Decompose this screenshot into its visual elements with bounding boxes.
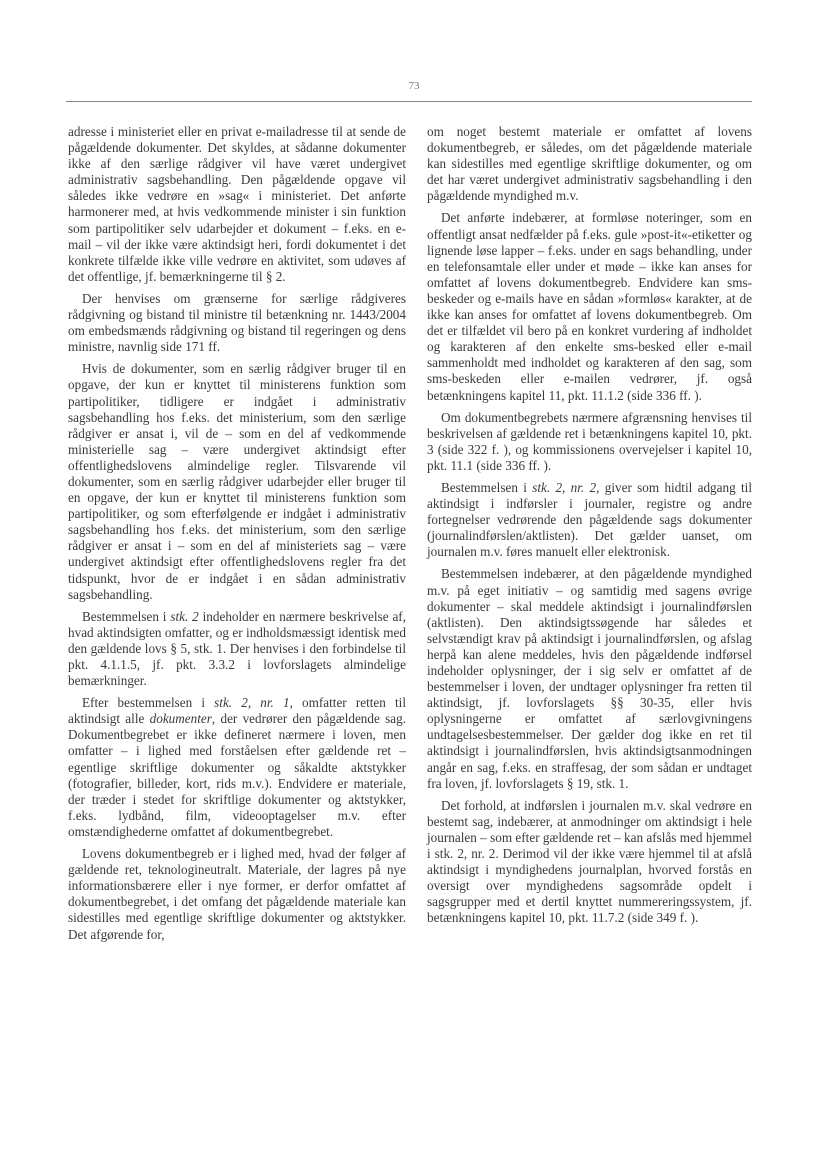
paragraph: Hvis de dokumenter, som en særlig rådgiver bruger til en opgave, der kun er knyttet til ministerens funktion som partipolitiker, tidligere er indgået i administrativ sagsbehandling hos f.eks. det ministerium, som den særlige rådgiver er ansat i, vil de – som en del af vedkommende ministerielle sag – være undergivet aktindsigt efter offentlighedslovens almindelige regler. Tilsvarende vil dokumenter, som en særlig rådgiver udarbejder eller bruger til en opgave, der kun er knyttet til ministerens funktion som partipolitiker, og som efterfølgende er indgået i administrativ sagsbehandling hos f.eks. det ministerium, som den særlige rådgiver er ansat i – som en del af ministeriets sag – være undergivet aktindsigt efter offentlighedslovens regler fra det tidspunkt, hvor de er indgået i en sådan administrativ sagsbehandling. xyxy=(68,361,406,602)
paragraph-text: Bestemmelsen i xyxy=(441,479,533,495)
paragraph-text: , der vedrører den pågældende sag. Dokumentbegrebet er ikke defineret nærmere i loven, men omfatter – i lighed med forståelsen efter gældende ret – egentlige skriftlige dokumenter og såkaldte aktstykker (fotografier, billeder, kort, rids m.v.). Endvidere er materiale, der træder i stedet for skriftlige dokumenter og aktstykker, f.eks. lydbånd, film, videooptagelser m.v. efter omstændighederne omfattet af dokumentbegrebet. xyxy=(68,711,406,839)
paragraph-text: Efter bestemmelsen i xyxy=(82,695,215,711)
paragraph: Lovens dokumentbegreb er i lighed med, hvad der følger af gældende ret, teknologineutralt. Materiale, der lagres på nye informationsbærere eller i nye former, er derfor omfattet af dokumentbegrebet, i det omfang det pågældende materiale kan sidestilles med egentlige skriftlige dokumenter og aktstykker. Det afgørende for, xyxy=(68,846,406,942)
paragraph: Bestemmelsen indebærer, at den pågældende myndighed m.v. på eget initiativ – og samtidig med sagens øvrige dokumenter – skal meddele aktindsigt i journalindførslen (aktlisten). Den aktindsigtssøgende har således et selvstændigt krav på aktindsigt i journalindførslen, og afslag herpå kan alene meddeles, hvis den pågældende indførsel indeholder oplysninger, der i sig selv er omfattet af de bestemmelser i loven, der undtager oplysninger fra retten til aktindsigt, jf. lovforslagets §§ 30-35, eller hvis oplysningerne er omfattet af særlovgivningens undtagelsesbestemmelser. Der gælder dog ikke en ret til aktindsigt i journalindførslen, hvis aktindsigtsanmodningen angår en sag, f.eks. en straffesag, der som sådan er undtaget fra loven, jf. lovforslagets § 19, stk. 1. xyxy=(427,566,752,791)
header-rule xyxy=(66,101,752,102)
statute-reference: stk. 2, nr. 2 xyxy=(532,479,597,495)
paragraph-text: , omfatter retten til aktindsigt alle xyxy=(68,695,406,727)
paragraph xyxy=(68,609,406,689)
statute-reference: stk. 2, nr. 1 xyxy=(214,695,290,711)
paragraph-text: indeholder en nærmere beskrivelse af, hvad aktindsigten omfatter, og er indholdsmæssigt identisk med den gældende lovs § 5, stk. 1. Der henvises i den forbindelse til pkt. 4.1.1.5, jf. pkt. 3.3.2 i lovforslagets almindelige bemærkninger. xyxy=(68,608,406,689)
emphasized-term: dokumenter xyxy=(149,711,212,727)
paragraph xyxy=(427,480,752,560)
paragraph: Der henvises om grænserne for særlige rådgiveres rådgivning og bistand til ministre til betænkning nr. 1443/2004 om embedsmænds rådgivning og bistand til regeringen og dens ministre, navnlig side 171 ff. xyxy=(68,290,406,355)
paragraph-text: Bestemmelsen i xyxy=(82,608,171,624)
paragraph: Det forhold, at indførslen i journalen m.v. skal vedrøre en bestemt sag, indebærer, at anmodninger om aktindsigt i hele journalen – som efter gældende ret – kan afslås med hjemmel i stk. 2, nr. 2. Derimod vil der ikke være hjemmel til at afslå aktindsigt i myndighedens journalplan, hvorved forstås en oversigt over myndighedens sagsområde opdelt i sagsgrupper med et dertil knyttet nummereringssystem, jf. betænkningens kapitel 10, pkt. 11.7.2 (side 349 f. ). xyxy=(427,797,752,926)
right-column xyxy=(427,124,752,927)
page-number: 73 xyxy=(408,80,420,92)
paragraph-text: , giver som hidtil adgang til aktindsigt i indførsler i journaler, registre og andre fortegnelser vedrørende den pågældende sags dokumenter (journalindførslen/aktlisten). Det gælder uanset, om journalen m.v. føres manuelt eller elektronisk. xyxy=(427,479,752,560)
paragraph: Om dokumentbegrebets nærmere afgrænsning henvises til beskrivelsen af gældende ret i betænkningens kapitel 10, pkt. 3 (side 322 f. ), og kommissionens overvejelser i kapitel 10, pkt. 11.1 (side 336 ff. ). xyxy=(427,409,752,473)
statute-reference: stk. 2 xyxy=(170,608,199,624)
paragraph xyxy=(68,695,406,840)
paragraph: adresse i ministeriet eller en privat e-mailadresse til at sende de pågældende dokumenter. Det skyldes, at sådanne dokumenter ikke af den særlige rådgiver vil have været undergivet administrativ sagsbehandling. Den pågældende opgave vil således ikke vedrøre en »sag« i ministeriet. Det anførte harmonerer med, at hvis vedkommende minister i sin funktion som partipolitiker selv udarbejder et dokument – f.eks. en e-mail – vil der ikke være aktindsigt heri, fordi dokumentet i det konkrete tilfælde ikke ville vedrøre en aktivitet, som udøves af det offentlige, jf. bemærkningerne til § 2. xyxy=(68,124,406,284)
paragraph: om noget bestemt materiale er omfattet af lovens dokumentbegreb, er således, om det pågældende materiale kan sidestilles med egentlige skriftlige dokumenter, og om det har været undergivet administrativ sagsbehandling i den pågældende myndighed m.v. xyxy=(427,124,752,204)
paragraph: Det anførte indebærer, at formløse noteringer, som en offentligt ansat nedfælder på f.eks. gule »post-it«-etiketter og lignende løse lapper – f.eks. under en sags behandling, under en telefonsamtale eller under et møde – ikke kan anses for omfattet af lovens dokumentbegreb. Endvidere kan sms-beskeder og e-mails have en sådan »formløs« karakter, at de ikke kan anses for omfattet af lovens dokumentbegreb. Om det er tilfældet vil bero på en konkret vurdering af indholdet og karakteren af den enkelte sms-besked eller e-mail sammenholdt med indholdet og karakteren af den sag, som sms-beskeden eller e-mailen vedrører, jf. også betænkningens kapitel 11, pkt. 11.1.2 (side 336 ff. ). xyxy=(427,210,752,403)
left-column xyxy=(68,124,406,943)
